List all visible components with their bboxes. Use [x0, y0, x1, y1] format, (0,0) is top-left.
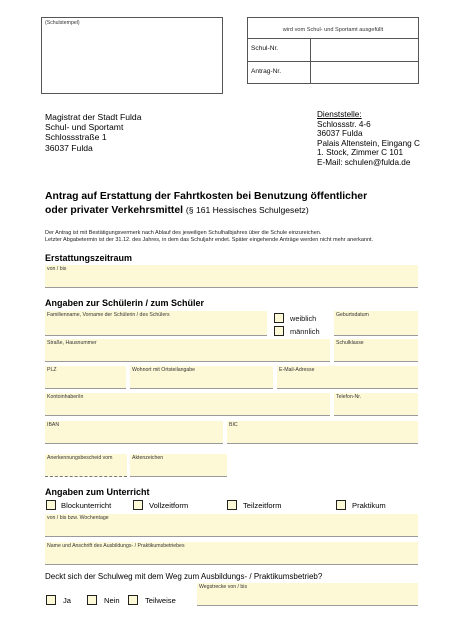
recognition-date-label: Anerkennungsbescheid vom	[47, 455, 113, 461]
period-heading: Erstattungszeitraum	[45, 253, 133, 263]
route-distance-field[interactable]	[197, 583, 418, 606]
gender-male-checkbox[interactable]	[274, 326, 284, 336]
bic-label: BIC	[229, 422, 238, 428]
application-number-label: Antrag-Nr.	[251, 68, 282, 75]
route-partial-checkbox[interactable]	[128, 595, 138, 605]
office-info	[317, 110, 420, 167]
intro-line-2: Letzter Abgabetermin ist der 31.12. des Jahres, in dem das Schuljahr endet. Später eingehende Anträge werden nicht mehr anerkannt.	[45, 237, 374, 244]
title-legal-ref: (§ 161 Hessisches Schulgesetz)	[185, 204, 309, 215]
route-partial-label: Teilweise	[145, 596, 176, 605]
recipient-line: Schul- und Sportamt	[45, 122, 124, 133]
route-distance-label: Wegstrecke von / bis	[199, 584, 248, 590]
weekday-label: von / bis bzw. Wochentage	[47, 515, 109, 521]
student-heading: Angaben zur Schülerin / zum Schüler	[45, 298, 205, 308]
email-field[interactable]	[277, 366, 418, 389]
file-number-label: Aktenzeichen	[132, 455, 164, 461]
street-label: Straße, Hausnummer	[47, 340, 97, 346]
phone-field[interactable]	[334, 393, 418, 416]
recognition-date-field[interactable]	[45, 454, 127, 477]
company-field[interactable]	[45, 542, 418, 565]
city-label: Wohnort mit Ortsteilangabe	[132, 367, 196, 373]
intro-line-1: Der Antrag ist mit Bestätigungsvermerk nach Ablauf des jeweiligen Schulhalbjahres über die Schule einzureichen.	[45, 230, 322, 236]
recipient-line: Magistrat der Stadt Fulda	[45, 112, 142, 122]
title-line-2-text: oder privater Verkehrsmittel	[45, 204, 184, 216]
school-stamp-box	[41, 17, 223, 94]
account-holder-label: Kontoinhaber/in	[47, 394, 84, 400]
intro-text	[45, 230, 373, 245]
file-number-field[interactable]	[130, 454, 227, 477]
period-field[interactable]	[45, 265, 418, 288]
student-name-label: Familienname, Vorname der Schülerin / des Schülers	[47, 312, 170, 318]
route-no-label: Nein	[104, 596, 120, 605]
block-lessons-checkbox[interactable]	[46, 500, 56, 510]
office-line: Palais Altenstein, Eingang C	[317, 138, 420, 148]
full-time-checkbox[interactable]	[133, 500, 143, 510]
phone-label: Telefon-Nr.	[336, 394, 362, 400]
internship-label: Praktikum	[352, 501, 386, 510]
city-field[interactable]	[130, 366, 273, 389]
title-line-2	[45, 204, 367, 218]
student-name-field[interactable]	[45, 311, 267, 336]
school-number-label: Schul-Nr.	[251, 45, 279, 52]
application-number-field[interactable]	[310, 61, 419, 83]
application-number-row	[248, 61, 418, 83]
gender-female-checkbox[interactable]	[274, 313, 284, 323]
bic-field[interactable]	[227, 421, 418, 444]
street-field[interactable]	[45, 339, 330, 362]
birthdate-label: Geburtsdatum	[336, 312, 369, 318]
office-line: Schlossstr. 4-6	[317, 119, 371, 129]
office-line: 36037 Fulda	[317, 129, 363, 138]
part-time-label: Teilzeitform	[243, 501, 282, 510]
birthdate-field[interactable]	[334, 311, 418, 336]
official-use-header-row	[248, 18, 418, 39]
school-stamp-label: (Schulstempel)	[45, 20, 80, 26]
school-number-row	[248, 38, 418, 62]
zip-field[interactable]	[45, 366, 126, 389]
official-use-box	[247, 17, 419, 84]
iban-label: IBAN	[47, 422, 60, 428]
gender-female-label: weiblich	[290, 314, 317, 323]
iban-field[interactable]	[45, 421, 223, 444]
official-use-header: wird vom Schul- und Sportamt ausgefüllt	[282, 27, 384, 33]
weekday-field[interactable]	[45, 514, 418, 537]
route-no-checkbox[interactable]	[87, 595, 97, 605]
email-label: E-Mail-Adresse	[279, 367, 315, 373]
route-yes-checkbox[interactable]	[46, 595, 56, 605]
recipient-line: Schlossstraße 1	[45, 132, 107, 143]
company-label: Name und Anschrift des Ausbildungs- / Praktikumsbetriebes	[47, 543, 185, 549]
office-heading: Dienststelle:	[317, 110, 362, 119]
internship-checkbox[interactable]	[336, 500, 346, 510]
class-field[interactable]	[334, 339, 418, 362]
part-time-checkbox[interactable]	[227, 500, 237, 510]
period-field-label: von / bis	[47, 266, 67, 272]
class-label: Schulklasse	[336, 340, 364, 346]
office-email: E-Mail: schulen@fulda.de	[317, 157, 411, 167]
recipient-address	[45, 112, 142, 153]
form-title	[45, 191, 367, 217]
account-holder-field[interactable]	[45, 393, 330, 416]
gender-male-label: männlich	[290, 327, 320, 336]
route-yes-label: Ja	[63, 596, 72, 605]
office-line: 1. Stock, Zimmer C 101	[317, 148, 403, 157]
block-lessons-label: Blockunterricht	[61, 501, 112, 510]
full-time-label: Vollzeitform	[149, 501, 189, 510]
title-line-1: Antrag auf Erstattung der Fahrtkosten bei Benutzung öffentlicher	[45, 191, 368, 202]
lessons-heading: Angaben zum Unterricht	[45, 487, 150, 497]
route-question: Deckt sich der Schulweg mit dem Weg zum Ausbildungs- / Praktikumsbetrieb?	[45, 572, 323, 581]
recipient-line: 36037 Fulda	[45, 142, 93, 153]
school-number-field[interactable]	[310, 38, 419, 61]
zip-label: PLZ	[47, 367, 57, 373]
